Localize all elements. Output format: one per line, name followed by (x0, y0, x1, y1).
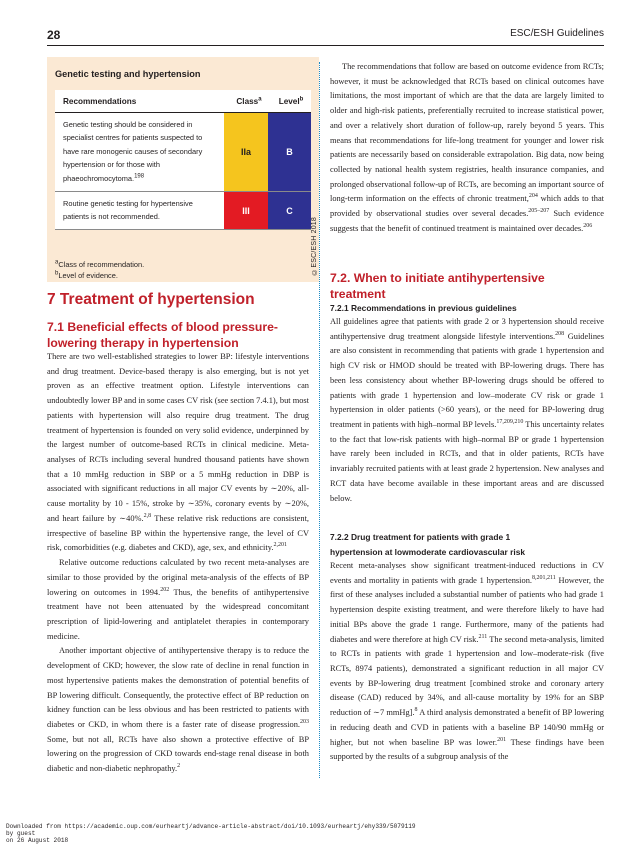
download-line: on 26 August 2018 (6, 837, 69, 845)
text: Such evidence suggests that the benefit of continued treatment is maintained over decades. (330, 209, 604, 233)
citation: 2 (177, 763, 181, 770)
column-divider (319, 62, 320, 778)
footnote-a (55, 260, 144, 269)
text: All guidelines agree that patients with grade 2 or 3 hypertension should receive antihypertensive drug treatment alongside lifestyle interventions. (330, 317, 604, 341)
right-column-middle (330, 315, 604, 506)
text: Guidelines are also consistent in recommending that patients with grade 1 hypertension and high CV risk or HMOD should be treated with BP-lowering drugs. There has been less consistency about whether BP-lowering drugs should be offered to patients with grade 1 hypertension and low–moderate CV risk or grade 1 hypertension in older patients (>60 years), or the need for BP-lowering drug treatment in patients with high–normal BP levels. (330, 331, 604, 430)
citation: 201 (497, 736, 507, 743)
text: Thus, the benefits of antihypertensive treatment have not been attenuated by the widespread concomitant prescription of lipid-lowering and antiplatelet therapies in contemporary medicine. (47, 587, 309, 641)
header-recommendations: Recommendations (63, 96, 137, 106)
page-number: 28 (47, 28, 61, 42)
citation: 205–207 (528, 208, 550, 215)
paragraph (330, 315, 604, 506)
download-line: by guest (6, 830, 36, 838)
copyright-vertical: ©ESC/ESH 2018 (311, 217, 318, 275)
text: A third analysis demonstrated a benefit of BP lowering in reducing death and CVD in patients with a baseline BP 140/90 mmHg or higher, but not when baseline BP was lower. (330, 708, 604, 747)
footnote-text: Class of recommendation. (58, 260, 145, 269)
text: However, the first of these analyses included a substantial number of patients who had grade 1 hypertension despite existing treatment, and were therefore likely to have had initial BPs above the grade 1 range. Furthermore, many of the patients had diabetes and were therefore at high CV risk. (330, 575, 604, 644)
footnote-text: Level of evidence. (58, 271, 118, 280)
section-7-2-2-heading: 7.2.2 Drug treatment for patients with grade 1 hypertension at lowmoderate cardiovascular risk (330, 532, 526, 557)
left-column-body (47, 350, 309, 777)
right-column-bottom (330, 559, 604, 765)
text: The recommendations that follow are based on outcome evidence from RCTs; however, it must be acknowledged that RCTs based on clinical outcomes have limitations, the most important of which are that the data are largely limited to older and high-risk patients, preferentially recruited to increase statistical power, and over a relatively short duration of follow-up, rarely beyond 5 years. This means that recommendations for life-long treatment for younger and lower risk patients are necessarily based on considerable extrapolation. Big data, now being collected by national health system registries, health insurance companies, and prolonged observational follow-up of RCTs, are becoming an important source of long-term information on the effects of chronic treatment, (330, 62, 604, 204)
paragraph (47, 350, 309, 556)
section-7-1-heading: 7.1 Beneficial effects of blood pressure-lowering therapy in hypertension (47, 320, 278, 350)
header-class (227, 97, 271, 106)
running-head: ESC/ESH Guidelines (510, 28, 604, 39)
footnote-mark: b (55, 270, 59, 277)
text: which adds to that provided by observational studies over several decades. (330, 194, 604, 219)
text: Recent meta-analyses show significant treatment-induced reductions in CV events and mortality in patients with grade 1 hypertension. (330, 561, 604, 585)
citation: 2,8 (143, 513, 152, 520)
section-7-heading: 7 Treatment of hypertension (47, 291, 255, 308)
row-ref: 198 (134, 173, 145, 180)
text: These relative risk reductions are consistent, irrespective of baseline BP within the hypertensive range, the level of CV risk, comorbidities (e.g. diabetes and CKD), age, sex, and ethnicity. (47, 513, 309, 553)
citation: 2,201 (273, 542, 287, 549)
table-row (55, 113, 311, 192)
citation: 206 (583, 223, 593, 230)
citation: 203 (300, 719, 309, 726)
paragraph (330, 60, 604, 237)
header-class-sup: a (258, 95, 262, 102)
row-text (55, 192, 224, 229)
citation: 211 (478, 633, 488, 640)
box-title: Genetic testing and hypertension (55, 69, 201, 79)
footnote-mark: a (55, 259, 59, 266)
row-text-body: Genetic testing should be considered in specialist centres for patients suspected to have rare monogenic causes of secondary hypertension or for those with phaeochromocytoma. (63, 120, 203, 183)
download-line: Downloaded from https://academic.oup.com/eurheartj/advance-article-abstract/doi/10.1093/eurheartj/ehy339/5079119 (6, 823, 416, 830)
text: Some, but not all, RCTs have also shown a protective effective of BP lowering on the progression of CKD towards end-stage renal disease in both diabetic and non-diabetic nephropathy. (47, 734, 309, 774)
recommendation-box (47, 57, 319, 282)
text: There are two well-established strategies to lower BP: lifestyle interventions and drug treatment. Device-based therapy is also emerging, but is not yet proven as an effective treatment option. Lifestyle interventions can undoubtedly lower BP and in some cases CV risk (see section 7.4.1), but most patients with hypertension will also require drug treatment. The drug treatment of hypertension is founded on very solid evidence, underpinned by the largest number of outcome-based RCTs in clinical medicine. Meta-analyses of RCTs including several hundred thousand patients have shown that a 10 mmHg reduction in SBP or a 5 mmHg reduction in DBP is associated with significant reductions in all major CV events by ∼20%, all-cause mortality by 10 - 15%, stroke by ∼35%, coronary events by ∼20%, and heart failure by ∼40%. (47, 352, 309, 523)
paragraph (330, 559, 604, 765)
citation: 8,201,211 (531, 574, 556, 581)
text: Relative outcome reductions calculated by two recent meta-analyses are similar to those provided by the original meta-analysis of the effects of BP lowering on outcomes in 1994. (47, 558, 309, 597)
header-level-label: Level (278, 96, 300, 106)
header-class-label: Class (236, 96, 259, 106)
footnote-b (55, 271, 118, 280)
header-level-sup: b (299, 95, 304, 102)
citation: 8 (414, 707, 418, 714)
row-text (55, 113, 224, 191)
class-cell: III (224, 192, 268, 229)
level-cell: C (268, 192, 311, 229)
section-7-2-heading: 7.2. When to initiate antihypertensive treatment (330, 271, 545, 301)
header-rule (47, 45, 604, 46)
row-text-body: Routine genetic testing for hypertensive patients is not recommended. (63, 199, 193, 222)
citation: 204 (528, 193, 538, 200)
text: Another important objective of antihypertensive therapy is to reduce the development of CKD; however, the slow rate of decline in renal function in most hypertensive patients makes the demonstration of potential benefits of BP lowering difficult. Consequently, the protective effect of BP reduction on kidney function can be less obvious and has been restricted to patients with diabetes or CKD, in whom there is a faster rate of disease progression. (47, 646, 309, 729)
header-level (271, 97, 311, 106)
level-cell: B (268, 113, 311, 191)
download-watermark (6, 823, 416, 845)
citation: 208 (555, 330, 565, 337)
class-cell: IIa (224, 113, 268, 191)
citation: 202 (160, 586, 170, 593)
table-row (55, 192, 311, 230)
table-header (55, 90, 311, 113)
right-column-top (330, 60, 604, 237)
text: This uncertainty relates to the fact that low-risk patients with high–normal BP or grade 1 hypertension have rarely been included in RCTs, and that in older patients, RCTs have invariably recruited patients with at least grade 2 hypertension. New analyses and RCT data have become available in these important areas and are discussed below. (330, 420, 605, 503)
paragraph (47, 556, 309, 644)
citation: 17,209,210 (496, 419, 524, 426)
text: The second meta-analysis, limited to RCTs in patients with grade 1 hypertension and low–moderate-risk (five RCTs, 8974 patients), demonstrated a significant reduction in all major CV events by BP-lowering drug treatment [combined stroke and coronary artery disease (CAD) reduced by 34%, and all-cause mortality by 19% for an SBP reduction of ∼7 mmHg]. (330, 634, 604, 718)
paragraph (47, 644, 309, 776)
text: These findings have been supported by the results of a subgroup analysis of the (330, 737, 605, 762)
recommendation-table (55, 90, 311, 230)
section-7-2-1-heading: 7.2.1 Recommendations in previous guidelines (330, 303, 517, 313)
